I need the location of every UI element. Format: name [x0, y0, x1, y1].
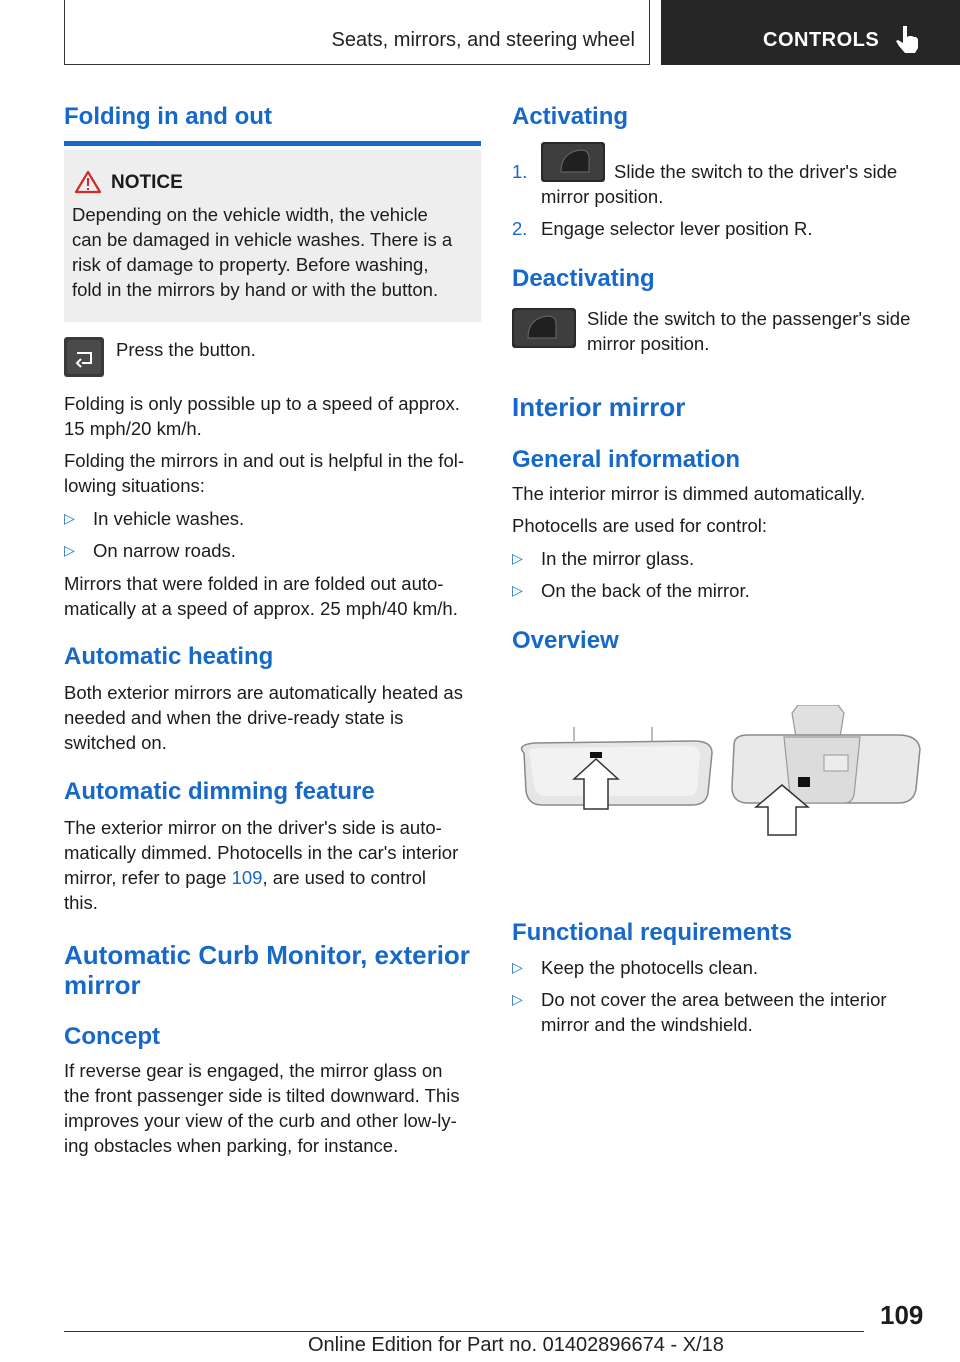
text-fragment: , are used to control: [262, 867, 426, 888]
warning-triangle-icon: [74, 170, 102, 194]
fold-mirror-button-image: [64, 337, 104, 377]
text-line: this.: [64, 892, 98, 913]
list-item-text: In the mirror glass.: [541, 548, 695, 569]
paragraph-fold-out: [64, 571, 458, 621]
heading-general-information: General information: [512, 446, 741, 473]
step-text: Engage selector lever position R.: [541, 218, 813, 239]
heading-activating: Activating: [512, 103, 629, 130]
text-line: Both exterior mirrors are automatically heated as: [64, 682, 463, 703]
text-line: switched on.: [64, 732, 167, 753]
text-line: lowing situations:: [64, 475, 205, 496]
text-line: ing obstacles when parking, for instance.: [64, 1135, 399, 1156]
heading-line: Automatic Curb Monitor, exterior: [64, 940, 470, 970]
mirror-switch-image: [541, 142, 605, 182]
heading-line: mirror: [64, 970, 141, 1000]
list-item-text: On narrow roads.: [93, 540, 236, 561]
text-line: 15 mph/20 km/h.: [64, 418, 202, 439]
paragraph-dimming: [64, 815, 458, 915]
heading-concept: Concept: [64, 1023, 160, 1050]
text-line: matically dimmed. Photocells in the car's interior: [64, 842, 459, 863]
text-line: Folding is only possible up to a speed of approx.: [64, 393, 460, 414]
triangle-bullet-icon: ▷: [512, 959, 523, 975]
heading-deactivating: Deactivating: [512, 265, 655, 292]
heading-automatic-heating: Automatic heating: [64, 643, 274, 670]
paragraph-photocells: Photocells are used for control:: [512, 515, 768, 536]
heading-functional-requirements: Functional requirements: [512, 919, 793, 946]
paragraph-heating: [64, 680, 463, 755]
text-line: Mirrors that were folded in are folded out auto‐: [64, 573, 444, 594]
triangle-bullet-icon: ▷: [512, 550, 523, 566]
triangle-bullet-icon: ▷: [64, 510, 75, 526]
mirror-switch-image: [512, 308, 576, 348]
text-line: improves your view of the curb and other low-ly‐: [64, 1110, 457, 1131]
text-line: the front passenger side is tilted downward. This: [64, 1085, 460, 1106]
page-reference-link[interactable]: 109: [231, 867, 263, 888]
fold-mirror-icon: [64, 337, 104, 377]
edition-text: Online Edition for Part no. 01402896674 - X/18: [308, 1334, 724, 1356]
interior-mirror-illustration: [512, 705, 928, 840]
triangle-bullet-icon: ▷: [512, 582, 523, 598]
heading-rule: [64, 141, 481, 146]
text-fragment: mirror, refer to page: [64, 867, 232, 888]
notice-line: risk of damage to property. Before washing,: [72, 254, 429, 275]
notice-line: fold in the mirrors by hand or with the button.: [72, 279, 439, 300]
header-section-title: Seats, mirrors, and steering wheel: [331, 29, 635, 51]
list-item-text: Do not cover the area between the interior: [541, 989, 887, 1010]
text-line: [64, 865, 458, 890]
paragraph-concept: [64, 1058, 460, 1158]
triangle-bullet-icon: ▷: [64, 542, 75, 558]
text-line: The exterior mirror on the driver's side is auto‐: [64, 817, 442, 838]
heading-overview: Overview: [512, 627, 619, 654]
step-text: Slide the switch to the driver's side: [614, 161, 898, 182]
footer-divider: [64, 1331, 864, 1332]
heading-interior-mirror: Interior mirror: [512, 392, 686, 422]
paragraph-situations: [64, 448, 464, 498]
text-line: matically at a speed of approx. 25 mph/40 km/h.: [64, 598, 458, 619]
text-line: needed and when the drive-ready state is: [64, 707, 404, 728]
step-number: 1.: [512, 161, 528, 182]
header-section-tab: [64, 0, 650, 65]
text-line: Slide the switch to the passenger's side: [587, 308, 911, 329]
header-chapter-title: CONTROLS: [763, 29, 880, 51]
heading-curb-monitor: [64, 940, 470, 1000]
heading-folding: Folding in and out: [64, 103, 272, 130]
header-chapter-tab: [661, 0, 960, 65]
triangle-bullet-icon: ▷: [512, 991, 523, 1007]
notice-box: [64, 150, 481, 322]
paragraph-speed: [64, 391, 460, 441]
text-line: Folding the mirrors in and out is helpful in the fol‐: [64, 450, 465, 471]
notice-line: Depending on the vehicle width, the vehicle: [72, 204, 428, 225]
list-item-text: Keep the photocells clean.: [541, 957, 759, 978]
heading-automatic-dimming: Automatic dimming feature: [64, 778, 375, 805]
mirror-switch-icon: [512, 308, 576, 348]
notice-title: NOTICE: [111, 172, 183, 193]
text-line: mirror position.: [587, 333, 710, 354]
page-number: 109: [880, 1300, 924, 1330]
step-number: 2.: [512, 218, 528, 239]
list-item-text: On the back of the mirror.: [541, 580, 750, 601]
notice-line: can be damaged in vehicle washes. There is a: [72, 229, 453, 250]
mirror-switch-icon: [541, 142, 605, 182]
text-line: If reverse gear is engaged, the mirror glass on: [64, 1060, 443, 1081]
step-text: mirror position.: [541, 186, 664, 207]
list-item-text: In vehicle washes.: [93, 508, 245, 529]
notice-text: [72, 202, 467, 302]
pointing-hand-icon: [894, 24, 920, 54]
press-button-text: Press the button.: [116, 339, 256, 360]
paragraph-general: The interior mirror is dimmed automatically.: [512, 483, 866, 504]
paragraph-deactivating: [587, 306, 910, 356]
list-item-text: mirror and the windshield.: [541, 1014, 753, 1035]
